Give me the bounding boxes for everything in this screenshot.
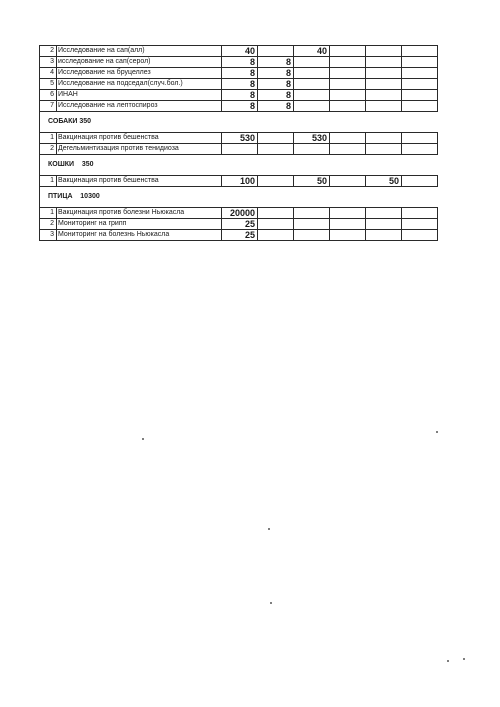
cell-value: [402, 57, 438, 68]
cell-value: [330, 46, 366, 57]
cell-value: [294, 101, 330, 112]
cell-value: [258, 208, 294, 219]
row-name: Мониторинг на грипп: [57, 219, 222, 230]
row-name: Исследование на лептоспироз: [57, 101, 222, 112]
cell-value: [366, 46, 402, 57]
cell-value: [294, 90, 330, 101]
row-number: 3: [40, 57, 57, 68]
row-number: 4: [40, 68, 57, 79]
table-row: [40, 219, 438, 230]
cell-value: 8: [258, 68, 294, 79]
cell-value: 50: [294, 176, 330, 187]
cell-value: 8: [258, 101, 294, 112]
cell-value: 40: [294, 46, 330, 57]
cell-value: [258, 219, 294, 230]
row-name: исследование на сап(серол): [57, 57, 222, 68]
cell-value: 25: [222, 219, 258, 230]
cell-value: [402, 46, 438, 57]
cell-value: [366, 219, 402, 230]
cell-value: [366, 57, 402, 68]
cell-value: [294, 68, 330, 79]
row-number: 2: [40, 46, 57, 57]
cell-value: [366, 90, 402, 101]
cell-value: 100: [222, 176, 258, 187]
scan-speck: [268, 528, 270, 530]
row-number: 7: [40, 101, 57, 112]
row-number: 5: [40, 79, 57, 90]
cell-value: 8: [222, 57, 258, 68]
row-name: Мониторинг на болезнь Ньюкасла: [57, 230, 222, 241]
scan-speck: [142, 438, 144, 440]
row-number: 1: [40, 208, 57, 219]
section-title: СОБАКИ 350: [40, 112, 438, 133]
cell-value: [294, 57, 330, 68]
section-title: ПТИЦА 10300: [40, 187, 438, 208]
section-header-cats: [40, 155, 438, 176]
cell-value: [294, 79, 330, 90]
scan-speck: [463, 658, 465, 660]
table-row: [40, 90, 438, 101]
cell-value: [330, 57, 366, 68]
cell-value: [402, 68, 438, 79]
cell-value: [330, 101, 366, 112]
table-row: [40, 68, 438, 79]
cell-value: [402, 133, 438, 144]
cell-value: [402, 230, 438, 241]
cell-value: [294, 208, 330, 219]
row-number: 6: [40, 90, 57, 101]
cell-value: [402, 144, 438, 155]
cell-value: 8: [222, 68, 258, 79]
cell-value: [366, 144, 402, 155]
scan-speck: [447, 660, 449, 662]
cell-value: 8: [258, 79, 294, 90]
cell-value: 8: [222, 79, 258, 90]
cell-value: 8: [258, 90, 294, 101]
cell-value: 25: [222, 230, 258, 241]
cell-value: [294, 219, 330, 230]
cell-value: [402, 219, 438, 230]
cell-value: [402, 208, 438, 219]
cell-value: [366, 208, 402, 219]
cell-value: [294, 144, 330, 155]
row-name: Вакцинация против бешенства: [57, 133, 222, 144]
cell-value: [258, 46, 294, 57]
row-name: Исследование на бруцеллез: [57, 68, 222, 79]
table-row: [40, 230, 438, 241]
cell-value: 8: [222, 101, 258, 112]
cell-value: [402, 90, 438, 101]
row-name: Вакцинация против бешенства: [57, 176, 222, 187]
cell-value: [330, 208, 366, 219]
cell-value: [258, 144, 294, 155]
cell-value: 530: [294, 133, 330, 144]
table-row: [40, 57, 438, 68]
section-title: КОШКИ 350: [40, 155, 438, 176]
cell-value: 20000: [222, 208, 258, 219]
cell-value: [330, 68, 366, 79]
cell-value: [258, 133, 294, 144]
row-name: Дегельминтизация против тенидиоза: [57, 144, 222, 155]
table-row: [40, 46, 438, 57]
section-header-birds: [40, 187, 438, 208]
cell-value: [330, 176, 366, 187]
cell-value: [330, 79, 366, 90]
scan-speck: [270, 602, 272, 604]
table-row: [40, 79, 438, 90]
cell-value: [366, 101, 402, 112]
cell-value: [330, 144, 366, 155]
cell-value: [402, 101, 438, 112]
cell-value: [330, 219, 366, 230]
cell-value: [222, 144, 258, 155]
cell-value: [330, 133, 366, 144]
cell-value: [366, 230, 402, 241]
vet-plan-table-sheet: [39, 45, 438, 241]
table-row: [40, 133, 438, 144]
cell-value: [402, 176, 438, 187]
row-number: 1: [40, 176, 57, 187]
cell-value: [330, 90, 366, 101]
table-row: [40, 208, 438, 219]
row-number: 3: [40, 230, 57, 241]
table-row: [40, 176, 438, 187]
row-name: Исследование на подседал(случ.бол.): [57, 79, 222, 90]
cell-value: [258, 230, 294, 241]
cell-value: 530: [222, 133, 258, 144]
vet-plan-table: [39, 45, 438, 241]
row-number: 2: [40, 144, 57, 155]
cell-value: [258, 176, 294, 187]
row-name: Вакцинация против болезни Ньюкасла: [57, 208, 222, 219]
cell-value: [402, 79, 438, 90]
cell-value: [366, 133, 402, 144]
cell-value: 8: [258, 57, 294, 68]
row-number: 1: [40, 133, 57, 144]
cell-value: [294, 230, 330, 241]
table-row: [40, 144, 438, 155]
cell-value: 8: [222, 90, 258, 101]
table-row: [40, 101, 438, 112]
row-number: 2: [40, 219, 57, 230]
cell-value: [330, 230, 366, 241]
cell-value: 50: [366, 176, 402, 187]
row-name: ИНАН: [57, 90, 222, 101]
cell-value: [366, 79, 402, 90]
cell-value: 40: [222, 46, 258, 57]
section-header-dogs: [40, 112, 438, 133]
scan-speck: [436, 431, 438, 433]
cell-value: [366, 68, 402, 79]
row-name: Исследование на сап(алл): [57, 46, 222, 57]
